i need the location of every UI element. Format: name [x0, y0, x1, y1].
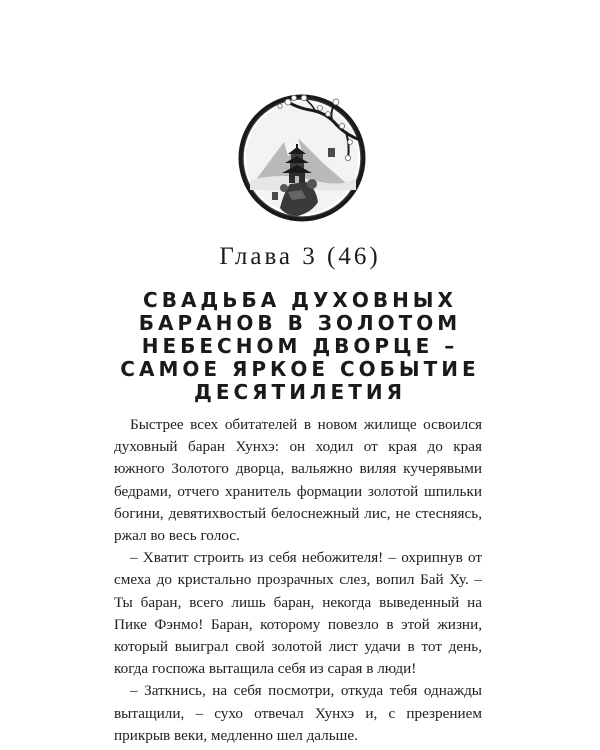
- chapter-body-text: [114, 414, 482, 747]
- chapter-title-line: НЕБЕСНОМ ДВОРЦЕ –: [141, 334, 459, 358]
- chapter-title-line: ДЕСЯТИЛЕТИЯ: [194, 380, 406, 404]
- chapter-title-line: САМОЕ ЯРКОЕ СОБЫТИЕ: [120, 357, 480, 381]
- chapter-title-line: БАРАНОВ В ЗОЛОТОМ: [138, 311, 462, 335]
- body-paragraph: – Заткнись, на себя посмотри, откуда тебя однажды вытащили, – сухо отвечал Хунхэ и, с презрением прикрыв веки, медленно шел дальше.: [114, 682, 482, 744]
- chapter-emblem-icon: [232, 80, 372, 230]
- body-paragraph: – Хватит строить из себя небожителя! – охрипнув от смеха до кристально прозрачных слез, вопил Бай Ху. – Ты баран, всего лишь баран, некогда выведенный на Пике Фэнмо! Баран, которому повезло в этой жизни, который выиграл свой золотой лист удачи в тот день, когда госпожа вытащила себя из сарая в люди!: [114, 549, 482, 678]
- chapter-title-line: СВАДЬБА ДУХОВНЫХ: [143, 288, 457, 312]
- chapter-title: [90, 289, 510, 404]
- chapter-heading: Глава 3 (46): [219, 243, 381, 270]
- body-paragraph: Быстрее всех обитателей в новом жилище освоился духовный баран Хунхэ: он ходил от края до края южного Золотого дворца, вальяжно виляя кучерявыми бедрами, отчего хранитель формации золотой шпильки богини, девятихвостый белоснежный лис, не стесняясь, ржал во весь голос.: [114, 416, 482, 545]
